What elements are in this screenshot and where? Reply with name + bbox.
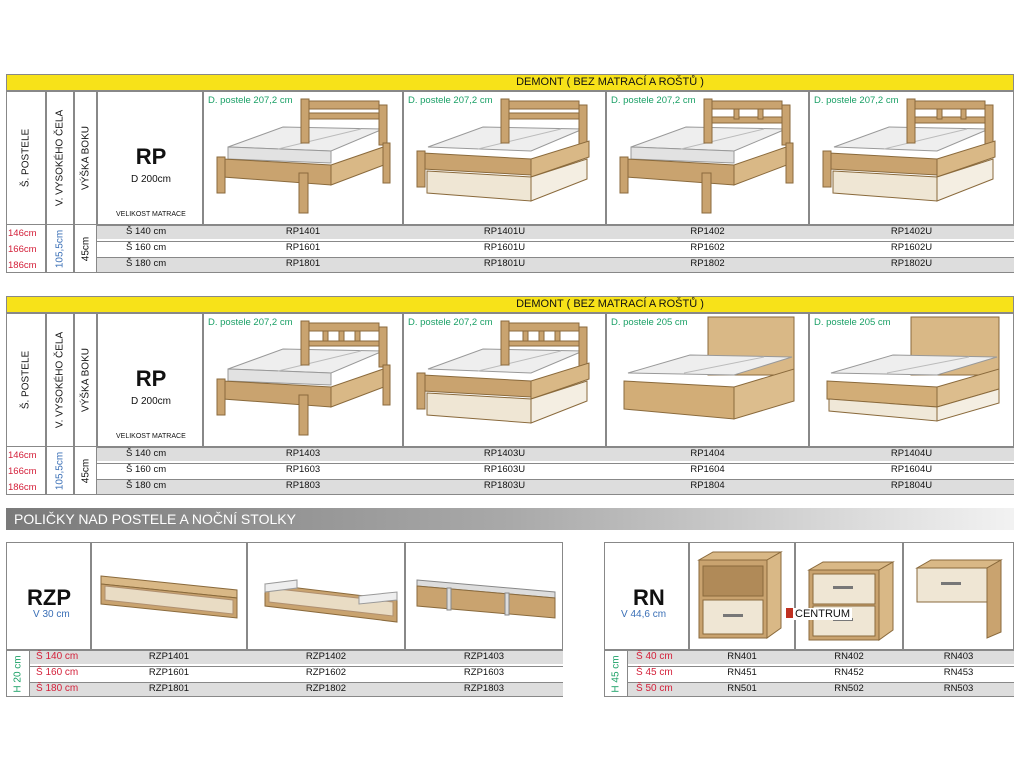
col-label-width: Š. POSTELE	[20, 128, 32, 188]
product-code: RP1603	[285, 464, 321, 475]
product-code: RN452	[834, 667, 864, 678]
bed-illustration	[809, 313, 1014, 447]
nightstand-depth: H 45 cm	[610, 654, 622, 693]
product-code: RZP1602	[305, 667, 347, 678]
product-code: RP1603U	[483, 464, 526, 475]
bed-width: 166cm	[8, 466, 37, 477]
mattress-label: VELIKOST MATRACE	[116, 211, 186, 218]
product-code: RZP1803	[463, 683, 505, 694]
logo-icon	[786, 608, 793, 618]
product-code: RP1402	[690, 226, 725, 237]
col-side-height	[74, 313, 97, 447]
mattress-size: Š 160 cm	[126, 464, 167, 475]
product-code: RN453	[943, 667, 974, 678]
product-code: RN503	[943, 683, 974, 694]
section-title: POLIČKY NAD POSTELE A NOČNÍ STOLKY	[6, 508, 1014, 530]
bed-length: D. postele 207,2 cm	[208, 95, 293, 106]
nightstand-illustration	[795, 542, 903, 650]
headboard-cell	[46, 225, 74, 273]
bed-illustration	[809, 91, 1014, 225]
bed-length: D. postele 207,2 cm	[408, 95, 493, 106]
mattress-size: Š 140 cm	[126, 448, 167, 459]
shelf-height: V 30 cm	[33, 609, 70, 620]
product-code: RP1801U	[483, 258, 526, 269]
shelf-width: Š 140 cm	[36, 651, 79, 662]
product-code: RZP1601	[148, 667, 190, 678]
product-code: RN401	[727, 651, 757, 662]
product-code: RP1601	[285, 242, 321, 253]
headboard-cell	[46, 447, 74, 495]
shelf-depth: H 20 cm	[12, 654, 24, 693]
side-height: 45cm	[80, 236, 91, 261]
model-name: RP	[135, 144, 167, 169]
product-code: RP1604U	[890, 464, 933, 475]
nightstand-illustration	[903, 542, 1014, 650]
product-code: RP1801	[285, 258, 321, 269]
shelf-width: Š 160 cm	[36, 667, 79, 678]
bed-illustration	[606, 313, 809, 447]
col-headboard-height	[46, 313, 74, 447]
headboard-height: 105,5cm	[54, 451, 66, 490]
bed-table-header: DEMONT ( BEZ MATRACÍ A ROŠTŮ )	[6, 74, 1014, 91]
bed-width: 146cm	[8, 450, 37, 461]
bed-width: 146cm	[8, 228, 37, 239]
bed-illustration	[403, 91, 606, 225]
bed-illustration	[203, 313, 403, 447]
product-code: RP1401	[285, 226, 321, 237]
bed-illustration	[606, 91, 809, 225]
product-code: RN502	[834, 683, 864, 694]
bed-length: D. postele 207,2 cm	[814, 95, 899, 106]
bed-table-2	[6, 296, 1014, 496]
model-cell	[97, 91, 203, 225]
shelf-illustration	[247, 542, 405, 650]
product-code: RP1601U	[483, 242, 526, 253]
shelf-width: Š 180 cm	[36, 683, 79, 694]
product-code: RP1602U	[890, 242, 933, 253]
shelf-model-cell	[6, 542, 91, 650]
nightstand-width: Š 45 cm	[636, 667, 673, 678]
product-code: RN501	[727, 683, 757, 694]
nightstand-width: Š 50 cm	[636, 683, 673, 694]
product-code: RP1403U	[483, 448, 526, 459]
col-label-headboard: V. VYSOKÉHO ČELA	[54, 331, 66, 429]
product-code: RZP1603	[463, 667, 505, 678]
product-code: RP1401U	[483, 226, 526, 237]
col-label-headboard: V. VYSOKÉHO ČELA	[54, 109, 66, 207]
shelf-illustration	[405, 542, 563, 650]
col-headboard-height	[46, 91, 74, 225]
bed-length: D. postele 207,2 cm	[408, 317, 493, 328]
shelves-table	[6, 542, 563, 697]
product-code: RP1804U	[890, 480, 933, 491]
side-cell	[74, 447, 97, 495]
col-label-side: VÝŠKA BOKU	[80, 126, 91, 190]
product-code: RN451	[727, 667, 757, 678]
product-code: RP1404U	[890, 448, 933, 459]
product-code: RP1802U	[890, 258, 933, 269]
product-code: RP1804	[690, 480, 725, 491]
nightstands-table	[604, 542, 1014, 697]
product-code: RZP1402	[305, 651, 347, 662]
watermark-logo	[784, 608, 852, 620]
mattress-label: VELIKOST MATRACE	[116, 433, 186, 440]
col-bed-width	[6, 91, 46, 225]
bed-width: 166cm	[8, 244, 37, 255]
nightstand-depth-cell	[604, 650, 628, 697]
mattress-size: Š 180 cm	[126, 258, 167, 269]
product-code: RN403	[943, 651, 974, 662]
model-length: D 200cm	[130, 174, 171, 185]
nightstand-model-name: RN	[633, 585, 665, 610]
bed-length: D. postele 207,2 cm	[611, 95, 696, 106]
product-code: RP1403	[285, 448, 321, 459]
bed-length: D. postele 207,2 cm	[208, 317, 293, 328]
model-name: RP	[135, 366, 167, 391]
product-code: RZP1403	[463, 651, 505, 662]
bed-width: 186cm	[8, 260, 37, 271]
col-label-width: Š. POSTELE	[20, 350, 32, 410]
watermark-text: CENTRUM	[795, 608, 850, 620]
shelf-depth-cell	[6, 650, 30, 697]
nightstand-model-cell	[604, 542, 689, 650]
col-side-height	[74, 91, 97, 225]
col-bed-width	[6, 313, 46, 447]
col-label-side: VÝŠKA BOKU	[80, 348, 91, 412]
nightstand-width: Š 40 cm	[636, 651, 673, 662]
nightstand-height: V 44,6 cm	[621, 609, 667, 620]
model-length: D 200cm	[130, 396, 171, 407]
bed-table-header: DEMONT ( BEZ MATRACÍ A ROŠTŮ )	[6, 296, 1014, 313]
model-cell	[97, 313, 203, 447]
mattress-size: Š 180 cm	[126, 480, 167, 491]
product-code: RP1404	[690, 448, 725, 459]
product-code: RP1803U	[483, 480, 526, 491]
product-code: RZP1801	[148, 683, 190, 694]
bed-table-1	[6, 74, 1014, 274]
side-height: 45cm	[80, 458, 91, 483]
bed-illustration	[403, 313, 606, 447]
product-code: RZP1802	[305, 683, 347, 694]
shelf-model-name: RZP	[27, 585, 71, 610]
bed-width: 186cm	[8, 482, 37, 493]
bed-illustration	[203, 91, 403, 225]
mattress-size: Š 140 cm	[126, 226, 167, 237]
product-code: RP1602	[690, 242, 725, 253]
product-code: RP1803	[285, 480, 321, 491]
bed-length: D. postele 205 cm	[814, 317, 891, 328]
product-code: RP1802	[690, 258, 725, 269]
mattress-size: Š 160 cm	[126, 242, 167, 253]
product-code: RZP1401	[148, 651, 190, 662]
product-code: RN402	[834, 651, 864, 662]
headboard-height: 105,5cm	[54, 229, 66, 268]
nightstand-illustration	[689, 542, 795, 650]
product-code: RP1604	[690, 464, 725, 475]
side-cell	[74, 225, 97, 273]
shelf-illustration	[91, 542, 247, 650]
bed-length: D. postele 205 cm	[611, 317, 688, 328]
product-code: RP1402U	[890, 226, 933, 237]
